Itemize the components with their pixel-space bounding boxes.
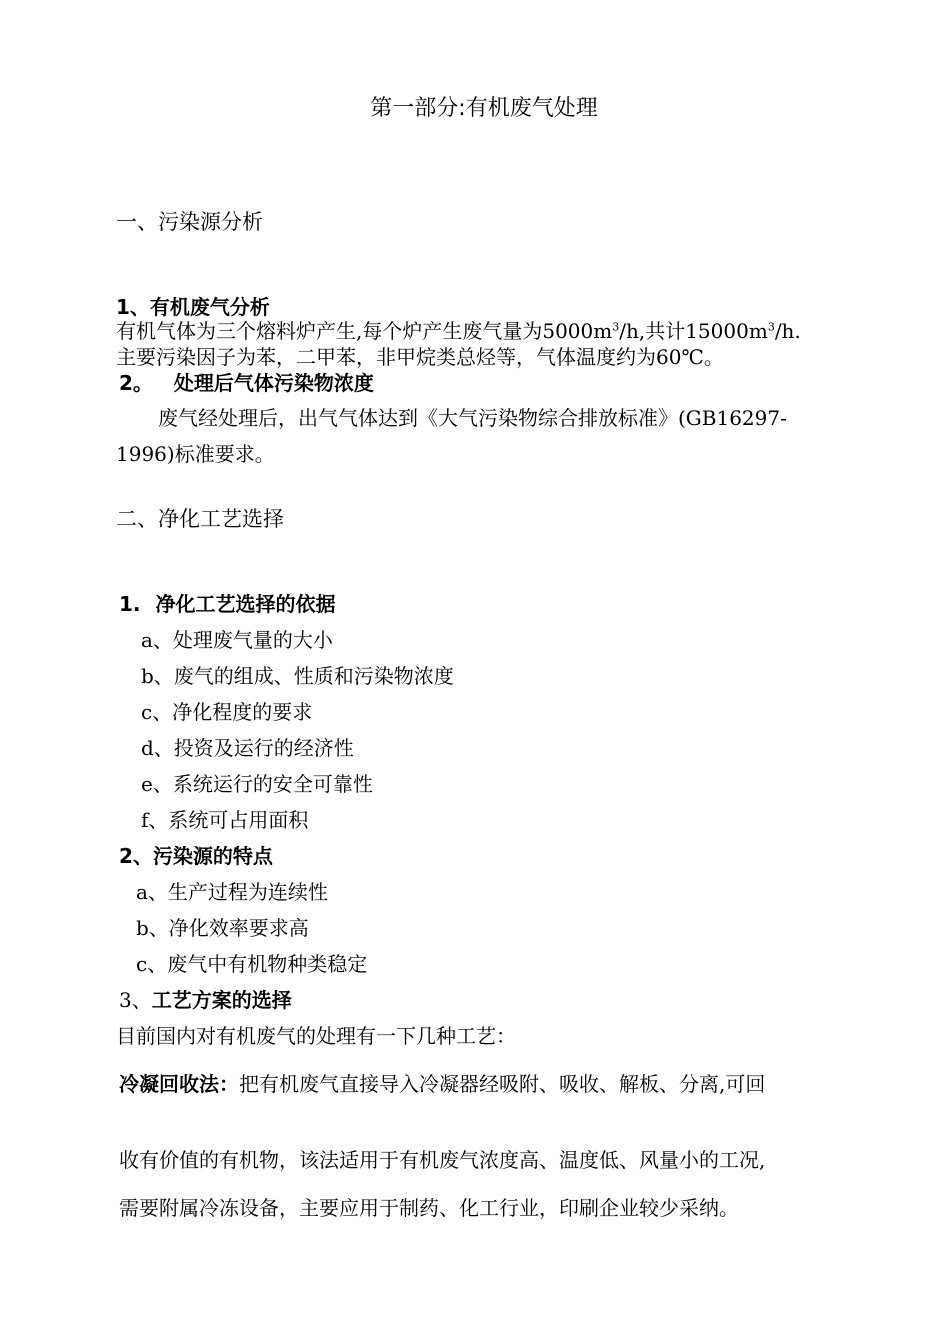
list-item: a、处理废气量的大小: [141, 628, 333, 652]
list-item: e、系统运行的安全可靠性: [141, 772, 373, 796]
superscript: 3: [767, 320, 775, 334]
gas-volume-text-1: 有机气体为三个熔料炉产生,每个炉产生废气量为5000m: [116, 319, 613, 343]
list-item: a、生产过程为连续性: [136, 880, 328, 904]
paragraph-pollutants: 主要污染因子为苯，二甲苯，非甲烷类总烃等，气体温度约为60℃。: [116, 345, 724, 369]
paragraph-condensation-line2: 收有价值的有机物，该法适用于有机废气浓度高、温度低、风量小的工况,: [119, 1148, 766, 1172]
paragraph-condensation-line1: [119, 1071, 765, 1097]
superscript: 3: [612, 320, 620, 334]
subheading-selection-basis: [119, 591, 335, 617]
list-item: c、废气中有机物种类稳定: [136, 952, 368, 976]
paragraph-gas-volume: [116, 318, 801, 344]
method-label: 冷凝回收法：: [119, 1072, 239, 1096]
subheading-number: 2。: [119, 371, 153, 395]
subheading-text: 工艺方案的选择: [151, 988, 292, 1012]
list-item: b、净化效率要求高: [136, 916, 309, 940]
subheading-text: 处理后气体污染物浓度: [173, 371, 374, 395]
subheading-organic-gas-analysis: 1、有机废气分析: [116, 295, 270, 319]
paragraph-process-intro: 目前国内对有机废气的处理有一下几种工艺：: [116, 1024, 516, 1048]
subheading-text: 净化工艺选择的依据: [155, 592, 336, 616]
list-item: b、废气的组成、性质和污染物浓度: [141, 664, 454, 688]
section-heading-pollution-source: 一、污染源分析: [116, 210, 263, 234]
list-item: c、净化程度的要求: [141, 700, 313, 724]
list-item: d、投资及运行的经济性: [141, 736, 354, 760]
list-item: f、系统可占用面积: [141, 808, 309, 832]
subheading-number: 3、: [119, 988, 152, 1012]
paragraph-standard-line1: 废气经处理后，出气气体达到《大气污染物综合排放标准》(GB16297-: [158, 406, 787, 430]
subheading-process-selection: [119, 987, 292, 1013]
page-title: 第一部分:有机废气处理: [370, 96, 598, 121]
paragraph-standard-line2: 1996)标准要求。: [116, 442, 275, 466]
paragraph-condensation-line3: 需要附属冷冻设备，主要应用于制药、化工行业，印刷企业较少采纳。: [119, 1196, 739, 1220]
gas-volume-text-2: /h,共计15000m: [619, 319, 768, 343]
subheading-treated-gas-concentration: [119, 370, 374, 396]
section-heading-purification-process: 二、净化工艺选择: [116, 507, 284, 531]
subheading-source-characteristics: 2、污染源的特点: [119, 844, 273, 868]
subheading-number: 1.: [119, 592, 141, 616]
gas-volume-text-3: /h.: [774, 319, 801, 343]
method-text: 把有机废气直接导入冷凝器经吸附、吸收、解板、分离,可回: [239, 1072, 766, 1096]
